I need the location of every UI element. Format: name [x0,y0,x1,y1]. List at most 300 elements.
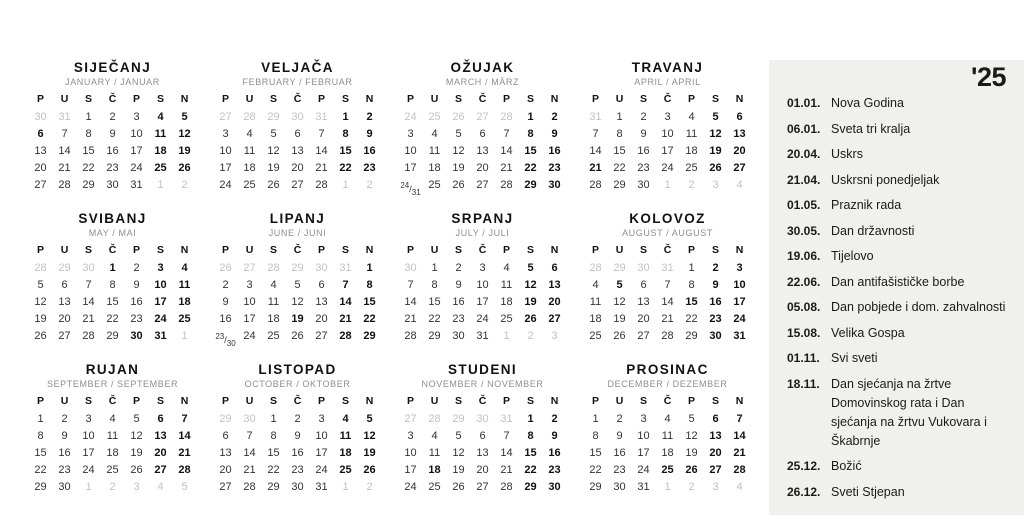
day-cell[interactable]: 22 [106,312,119,325]
day-cell[interactable]: 12 [267,145,280,157]
day-cell[interactable]: 30 [637,179,650,191]
day-cell[interactable]: 20 [476,162,489,174]
day-cell[interactable]: 31 [589,111,602,123]
day-cell[interactable]: 14 [500,145,513,157]
day-cell[interactable]: 25 [243,179,256,191]
day-cell[interactable]: 28 [58,179,71,191]
day-cell[interactable]: 15 [82,145,95,157]
day-cell[interactable]: 1 [85,111,92,123]
day-cell[interactable]: 4 [246,128,253,140]
day-cell[interactable]: 5 [294,278,301,291]
day-cell[interactable]: 2 [366,111,373,123]
day-cell[interactable]: 24 [404,111,417,123]
day-cell[interactable]: 30 [58,480,71,493]
day-cell[interactable]: 20 [154,446,167,459]
day-cell[interactable]: 19 [178,145,191,157]
day-cell[interactable]: 1 [109,261,116,274]
day-cell[interactable]: 21 [404,312,417,325]
day-cell[interactable]: 25 [106,463,119,476]
day-cell[interactable]: 10 [661,128,674,140]
day-cell[interactable]: 26 [363,463,376,476]
day-cell[interactable]: 8 [109,278,116,291]
day-cell[interactable]: 19 [613,312,626,325]
day-cell[interactable]: 18 [428,463,441,476]
day-cell[interactable]: 2 [455,261,462,274]
day-cell[interactable]: 27 [243,261,256,274]
day-cell[interactable]: 30 [315,261,328,274]
day-cell[interactable]: 13 [291,145,304,157]
day-cell[interactable]: 1 [342,111,349,123]
day-cell[interactable]: 9 [294,429,301,442]
day-cell[interactable]: 18 [661,446,674,459]
day-cell[interactable]: 7 [318,128,325,140]
day-cell[interactable]: 25 [154,162,167,174]
day-cell[interactable]: 5 [455,128,462,140]
day-cell[interactable]: 1 [270,412,277,425]
day-cell[interactable]: 28 [243,111,256,123]
day-cell[interactable]: 7 [407,278,414,291]
day-cell[interactable]: 31 [315,111,328,123]
day-cell[interactable]: 4 [157,480,164,493]
day-cell[interactable]: 27 [404,412,417,425]
day-cell[interactable]: 25 [661,463,674,476]
day-cell[interactable]: 11 [243,145,256,157]
day-cell[interactable]: 27 [58,329,71,342]
day-cell[interactable]: 27 [154,463,167,476]
day-cell[interactable]: 28 [500,480,513,493]
day-cell[interactable]: 23 [548,463,561,476]
day-cell[interactable]: 24 [243,329,256,342]
day-cell[interactable]: 16 [130,295,143,308]
day-cell[interactable]: 18 [267,312,280,325]
day-cell[interactable]: 18 [339,446,352,459]
day-cell[interactable]: 20 [58,312,71,325]
day-cell[interactable]: 19 [363,446,376,459]
day-cell[interactable]: 2 [366,179,373,191]
day-cell[interactable]: 31 [637,480,650,493]
day-cell[interactable]: 7 [592,128,599,140]
day-cell[interactable]: 6 [479,429,486,442]
day-cell[interactable]: 29 [524,179,537,191]
day-cell[interactable]: 5 [616,278,623,291]
day-cell[interactable]: 26 [709,162,722,174]
day-cell[interactable]: 2 [712,261,719,274]
day-cell[interactable]: $^{23}/_{30}$ [215,331,236,348]
day-cell[interactable]: 23 [291,463,304,476]
day-cell[interactable]: 22 [524,162,537,174]
day-cell[interactable]: 4 [736,179,743,191]
day-cell[interactable]: 16 [363,145,376,157]
day-cell[interactable]: 1 [664,480,671,493]
day-cell[interactable]: 17 [637,446,650,459]
day-cell[interactable]: 2 [181,179,188,191]
day-cell[interactable]: 2 [688,480,695,493]
day-cell[interactable]: 8 [527,128,534,140]
day-cell[interactable]: 3 [133,480,140,493]
day-cell[interactable]: 5 [527,261,534,274]
day-cell[interactable]: 24 [219,179,232,191]
day-cell[interactable]: 14 [733,429,746,442]
day-cell[interactable]: 29 [589,480,602,493]
day-cell[interactable]: 28 [339,329,352,342]
day-cell[interactable]: 12 [34,295,47,308]
day-cell[interactable]: 20 [315,312,328,325]
day-cell[interactable]: 14 [58,145,71,157]
day-cell[interactable]: 26 [130,463,143,476]
day-cell[interactable]: 31 [476,329,489,342]
day-cell[interactable]: 12 [524,278,537,291]
day-cell[interactable]: 2 [222,278,229,291]
day-cell[interactable]: 29 [34,480,47,493]
day-cell[interactable]: 26 [219,261,232,274]
day-cell[interactable]: 7 [503,429,510,442]
day-cell[interactable]: 16 [219,312,232,325]
day-cell[interactable]: 28 [428,412,441,425]
day-cell[interactable]: 16 [452,295,465,308]
day-cell[interactable]: 5 [181,480,188,493]
day-cell[interactable]: 26 [267,179,280,191]
day-cell[interactable]: 8 [85,128,92,140]
day-cell[interactable]: 8 [592,429,599,442]
day-cell[interactable]: 20 [476,463,489,476]
day-cell[interactable]: 9 [712,278,719,291]
day-cell[interactable]: 30 [291,480,304,493]
day-cell[interactable]: 25 [685,162,698,174]
day-cell[interactable]: 9 [109,128,116,140]
day-cell[interactable]: 4 [109,412,116,425]
day-cell[interactable]: 28 [589,261,602,274]
day-cell[interactable]: 22 [589,463,602,476]
day-cell[interactable]: 4 [503,261,510,274]
day-cell[interactable]: 29 [685,329,698,342]
day-cell[interactable]: 30 [476,412,489,425]
day-cell[interactable]: 1 [157,179,164,191]
day-cell[interactable]: 2 [366,480,373,493]
day-cell[interactable]: 16 [291,446,304,459]
day-cell[interactable]: 22 [34,463,47,476]
day-cell[interactable]: 31 [154,329,167,342]
day-cell[interactable]: 11 [500,278,513,291]
day-cell[interactable]: 28 [178,463,191,476]
day-cell[interactable]: 17 [154,295,167,308]
day-cell[interactable]: 29 [428,329,441,342]
day-cell[interactable]: 26 [178,162,191,174]
day-cell[interactable]: 21 [82,312,95,325]
day-cell[interactable]: 8 [270,429,277,442]
day-cell[interactable]: 5 [455,429,462,442]
day-cell[interactable]: $^{24}/_{31}$ [400,181,421,197]
day-cell[interactable]: 3 [85,412,92,425]
day-cell[interactable]: 29 [267,111,280,123]
day-cell[interactable]: 21 [243,463,256,476]
day-cell[interactable]: 7 [85,278,92,291]
day-cell[interactable]: 10 [637,429,650,442]
day-cell[interactable]: 30 [243,412,256,425]
day-cell[interactable]: 11 [661,429,674,442]
day-cell[interactable]: 26 [452,111,465,123]
day-cell[interactable]: 11 [685,128,698,140]
day-cell[interactable]: 27 [476,111,489,123]
day-cell[interactable]: 10 [243,295,256,308]
day-cell[interactable]: 2 [640,111,647,123]
day-cell[interactable]: 6 [61,278,68,291]
day-cell[interactable]: 5 [688,412,695,425]
day-cell[interactable]: 26 [524,312,537,325]
day-cell[interactable]: 25 [428,179,441,191]
day-cell[interactable]: 10 [82,429,95,442]
day-cell[interactable]: 22 [82,162,95,174]
day-cell[interactable]: 15 [267,446,280,459]
day-cell[interactable]: 18 [178,295,191,308]
day-cell[interactable]: 29 [363,329,376,342]
day-cell[interactable]: 19 [709,145,722,157]
day-cell[interactable]: 6 [479,128,486,140]
day-cell[interactable]: 6 [222,429,229,442]
day-cell[interactable]: 20 [291,162,304,174]
day-cell[interactable]: 15 [363,295,376,308]
day-cell[interactable]: 11 [106,429,119,442]
day-cell[interactable]: 3 [640,412,647,425]
day-cell[interactable]: 23 [130,312,143,325]
day-cell[interactable]: 3 [736,261,743,274]
day-cell[interactable]: 13 [637,295,650,308]
day-cell[interactable]: 22 [685,312,698,325]
day-cell[interactable]: 14 [178,429,191,442]
day-cell[interactable]: 11 [428,446,441,459]
day-cell[interactable]: 12 [363,429,376,442]
day-cell[interactable]: 17 [82,446,95,459]
day-cell[interactable]: 15 [339,145,352,157]
day-cell[interactable]: 9 [616,429,623,442]
day-cell[interactable]: 17 [130,145,143,157]
day-cell[interactable]: 10 [130,128,143,140]
day-cell[interactable]: 9 [222,295,229,308]
day-cell[interactable]: 4 [431,128,438,140]
day-cell[interactable]: 23 [452,312,465,325]
day-cell[interactable]: 28 [404,329,417,342]
day-cell[interactable]: 15 [34,446,47,459]
day-cell[interactable]: 30 [82,261,95,274]
day-cell[interactable]: 15 [613,145,626,157]
day-cell[interactable]: 22 [267,463,280,476]
day-cell[interactable]: 14 [500,446,513,459]
day-cell[interactable]: 28 [733,463,746,476]
day-cell[interactable]: 4 [664,412,671,425]
day-cell[interactable]: 12 [685,429,698,442]
day-cell[interactable]: 2 [109,111,116,123]
day-cell[interactable]: 16 [58,446,71,459]
day-cell[interactable]: 2 [294,412,301,425]
day-cell[interactable]: 12 [452,145,465,157]
day-cell[interactable]: 17 [243,312,256,325]
day-cell[interactable]: 30 [709,329,722,342]
day-cell[interactable]: 28 [243,480,256,493]
day-cell[interactable]: 29 [613,261,626,274]
day-cell[interactable]: 15 [524,446,537,459]
day-cell[interactable]: 27 [219,111,232,123]
day-cell[interactable]: 7 [503,128,510,140]
day-cell[interactable]: 5 [712,111,719,123]
day-cell[interactable]: 2 [61,412,68,425]
day-cell[interactable]: 9 [640,128,647,140]
day-cell[interactable]: 6 [712,412,719,425]
day-cell[interactable]: 24 [130,162,143,174]
day-cell[interactable]: 19 [291,312,304,325]
day-cell[interactable]: 26 [452,480,465,493]
day-cell[interactable]: 11 [589,295,602,308]
day-cell[interactable]: 13 [476,446,489,459]
day-cell[interactable]: 3 [246,278,253,291]
day-cell[interactable]: 17 [404,162,417,174]
day-cell[interactable]: 19 [34,312,47,325]
day-cell[interactable]: 8 [431,278,438,291]
day-cell[interactable]: 7 [181,412,188,425]
day-cell[interactable]: 11 [154,128,167,140]
day-cell[interactable]: 30 [452,329,465,342]
day-cell[interactable]: 17 [661,145,674,157]
day-cell[interactable]: 17 [315,446,328,459]
day-cell[interactable]: 24 [661,162,674,174]
day-cell[interactable]: 5 [181,111,188,123]
day-cell[interactable]: 28 [500,179,513,191]
day-cell[interactable]: 20 [219,463,232,476]
day-cell[interactable]: 9 [455,278,462,291]
day-cell[interactable]: 19 [267,162,280,174]
day-cell[interactable]: 4 [270,278,277,291]
day-cell[interactable]: 6 [736,111,743,123]
day-cell[interactable]: 16 [637,145,650,157]
day-cell[interactable]: 16 [106,145,119,157]
day-cell[interactable]: 29 [267,480,280,493]
day-cell[interactable]: 21 [661,312,674,325]
day-cell[interactable]: 31 [58,111,71,123]
day-cell[interactable]: 27 [476,480,489,493]
day-cell[interactable]: 23 [106,162,119,174]
day-cell[interactable]: 4 [342,412,349,425]
day-cell[interactable]: 28 [82,329,95,342]
day-cell[interactable]: 9 [61,429,68,442]
day-cell[interactable]: 2 [527,329,534,342]
day-cell[interactable]: 27 [219,480,232,493]
day-cell[interactable]: 31 [130,179,143,191]
day-cell[interactable]: 28 [267,261,280,274]
day-cell[interactable]: 3 [222,128,229,140]
day-cell[interactable]: 24 [404,480,417,493]
day-cell[interactable]: 20 [709,446,722,459]
day-cell[interactable]: 2 [551,412,558,425]
day-cell[interactable]: 10 [219,145,232,157]
day-cell[interactable]: 9 [551,128,558,140]
day-cell[interactable]: 13 [315,295,328,308]
day-cell[interactable]: 14 [82,295,95,308]
day-cell[interactable]: 6 [294,128,301,140]
day-cell[interactable]: 24 [476,312,489,325]
day-cell[interactable]: 24 [82,463,95,476]
day-cell[interactable]: 1 [527,111,534,123]
day-cell[interactable]: 15 [524,145,537,157]
day-cell[interactable]: 4 [181,261,188,274]
day-cell[interactable]: 22 [428,312,441,325]
day-cell[interactable]: 15 [106,295,119,308]
day-cell[interactable]: 12 [130,429,143,442]
day-cell[interactable]: 22 [339,162,352,174]
day-cell[interactable]: 27 [637,329,650,342]
day-cell[interactable]: 23 [613,463,626,476]
day-cell[interactable]: 30 [291,111,304,123]
day-cell[interactable]: 8 [527,429,534,442]
day-cell[interactable]: 22 [524,463,537,476]
day-cell[interactable]: 28 [589,179,602,191]
day-cell[interactable]: 5 [270,128,277,140]
day-cell[interactable]: 25 [428,480,441,493]
day-cell[interactable]: 3 [712,179,719,191]
day-cell[interactable]: 18 [685,145,698,157]
day-cell[interactable]: 25 [428,111,441,123]
day-cell[interactable]: 22 [613,162,626,174]
day-cell[interactable]: 31 [500,412,513,425]
day-cell[interactable]: 30 [130,329,143,342]
day-cell[interactable]: 2 [616,412,623,425]
day-cell[interactable]: 14 [589,145,602,157]
day-cell[interactable]: 2 [551,111,558,123]
day-cell[interactable]: 6 [640,278,647,291]
day-cell[interactable]: 13 [709,429,722,442]
day-cell[interactable]: 12 [709,128,722,140]
day-cell[interactable]: 18 [154,145,167,157]
day-cell[interactable]: 23 [637,162,650,174]
day-cell[interactable]: 5 [37,278,44,291]
day-cell[interactable]: 7 [342,278,349,291]
day-cell[interactable]: 25 [339,463,352,476]
day-cell[interactable]: 4 [736,480,743,493]
day-cell[interactable]: 24 [315,463,328,476]
day-cell[interactable]: 27 [709,463,722,476]
day-cell[interactable]: 26 [613,329,626,342]
day-cell[interactable]: 29 [106,329,119,342]
day-cell[interactable]: 8 [366,278,373,291]
day-cell[interactable]: 24 [733,312,746,325]
day-cell[interactable]: 2 [109,480,116,493]
day-cell[interactable]: 21 [178,446,191,459]
day-cell[interactable]: 13 [219,446,232,459]
day-cell[interactable]: 1 [342,480,349,493]
day-cell[interactable]: 6 [157,412,164,425]
day-cell[interactable]: 16 [613,446,626,459]
day-cell[interactable]: 15 [589,446,602,459]
day-cell[interactable]: 26 [34,329,47,342]
day-cell[interactable]: 13 [58,295,71,308]
day-cell[interactable]: 14 [339,295,352,308]
day-cell[interactable]: 30 [106,179,119,191]
day-cell[interactable]: 30 [637,261,650,274]
day-cell[interactable]: 27 [34,179,47,191]
day-cell[interactable]: 14 [315,145,328,157]
day-cell[interactable]: 12 [291,295,304,308]
day-cell[interactable]: 21 [500,463,513,476]
day-cell[interactable]: 1 [527,412,534,425]
day-cell[interactable]: 26 [291,329,304,342]
day-cell[interactable]: 29 [219,412,232,425]
day-cell[interactable]: 18 [243,162,256,174]
day-cell[interactable]: 9 [133,278,140,291]
day-cell[interactable]: 7 [664,278,671,291]
day-cell[interactable]: 4 [157,111,164,123]
day-cell[interactable]: 5 [366,412,373,425]
day-cell[interactable]: 4 [688,111,695,123]
day-cell[interactable]: 17 [733,295,746,308]
day-cell[interactable]: 29 [524,480,537,493]
day-cell[interactable]: 12 [613,295,626,308]
